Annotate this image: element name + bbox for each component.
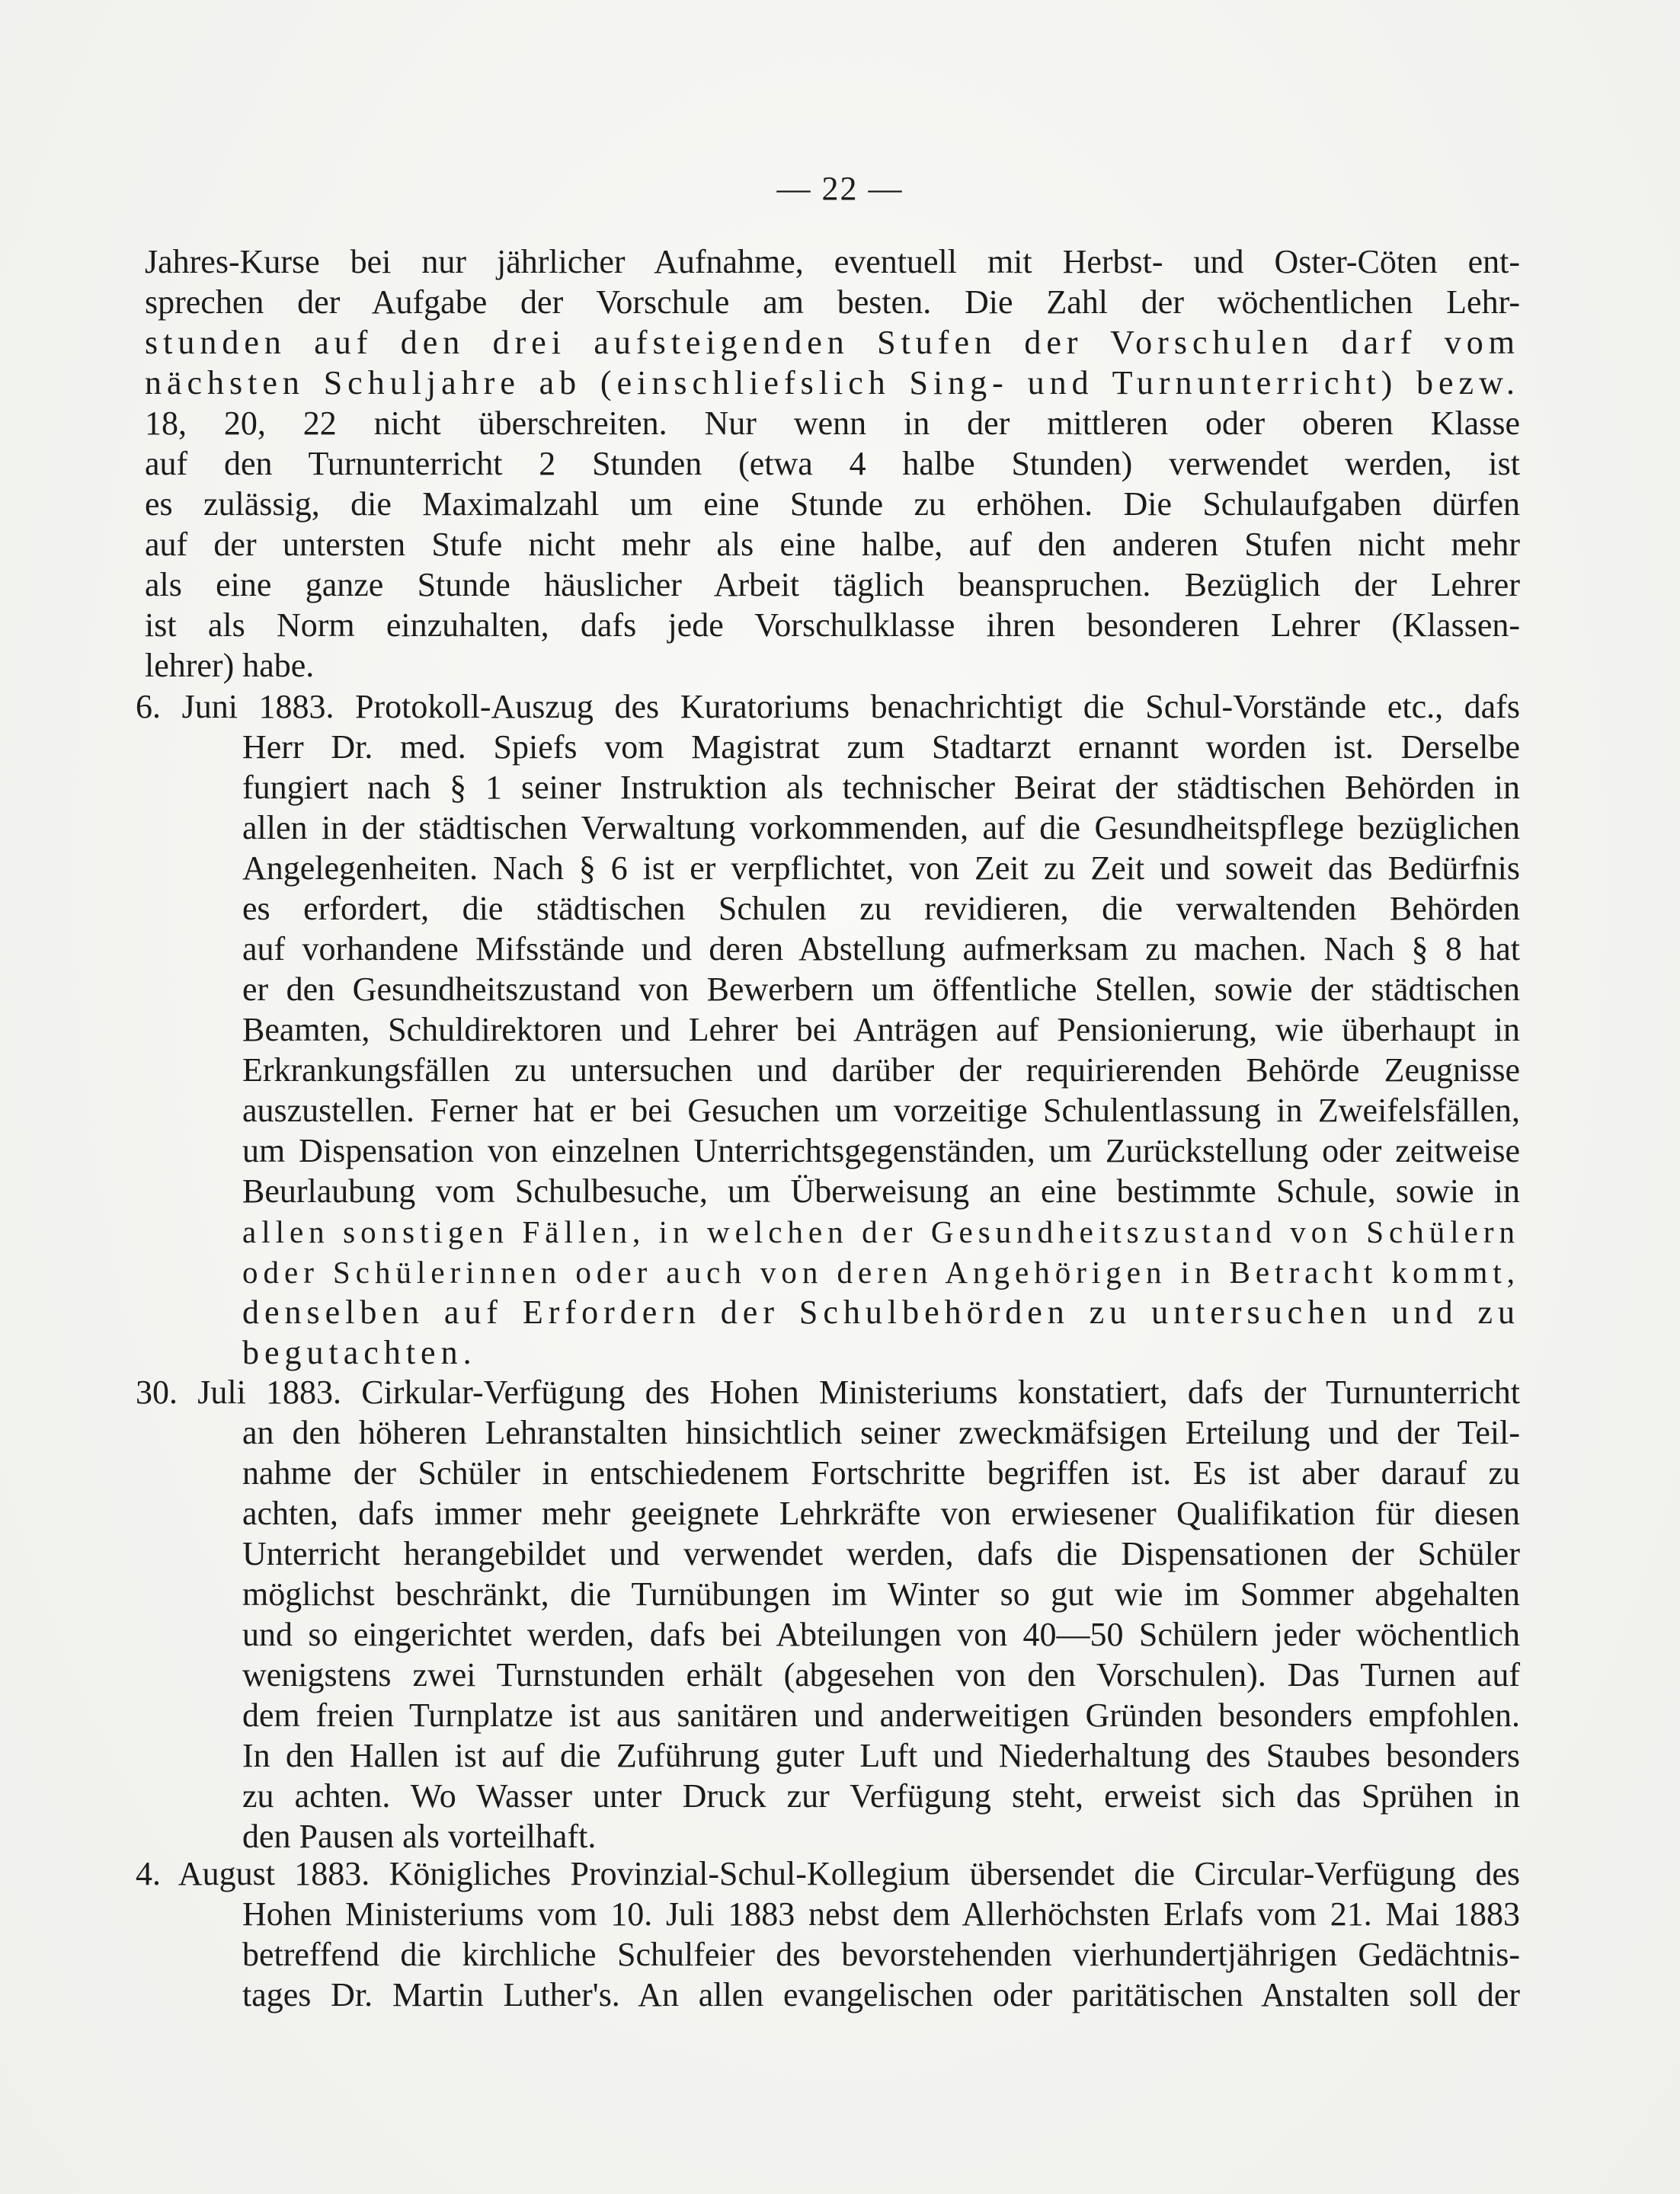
text-line: tages Dr. Martin Luther's. An allen evangelischen oder paritätischen Anstalten soll der [242,1976,1520,2013]
text-line: lehrer) habe. [145,647,315,684]
text-line: Hohen Ministeriums vom 10. Juli 1883 nebst dem Allerhöchsten Erlafs vom 21. Mai 1883 [242,1895,1520,1933]
text-line: 18, 20, 22 nicht überschreiten. Nur wenn in der mittleren oder oberen Klasse [145,405,1520,442]
text-line: Beurlaubung vom Schulbesuche, um Überweisung an eine bestimmte Schule, sowie in [242,1172,1520,1210]
text-line: nächsten Schuljahre ab (einschliefslich Sing- und Turnunterricht) bezw. [145,364,1520,401]
entry-heading-line: 30. Juli 1883. Cirkular-Verfügung des Hohen Ministeriums konstatiert, dafs der Turnunterricht [136,1374,1520,1411]
text-line: den Pausen als vorteilhaft. [242,1818,597,1855]
text-line: ist als Norm einzuhalten, dafs jede Vorschulklasse ihren besonderen Lehrer (Klassen- [145,606,1520,644]
text-line: Jahres-Kurse bei nur jährlicher Aufnahme, eventuell mit Herbst- und Oster-Cöten ent- [145,243,1520,280]
text-line: er den Gesundheitszustand von Bewerbern um öffentliche Stellen, sowie der städtischen [242,971,1520,1008]
entry-heading-line: 6. Juni 1883. Protokoll-Auszug des Kuratoriums benachrichtigt die Schul-Vorstände etc., dafs [136,688,1520,725]
page-number: — 22 — [776,170,904,207]
text-line: als eine ganze Stunde häuslicher Arbeit täglich beanspruchen. Bezüglich der Lehrer [145,566,1520,603]
text-line: In den Hallen ist auf die Zuführung guter Luft und Niederhaltung des Staubes besonders [242,1737,1520,1774]
text-line: Erkrankungsfällen zu untersuchen und darüber der requirierenden Behörde Zeugnisse [242,1051,1520,1089]
text-line: und so eingerichtet werden, dafs bei Abteilungen von 40—50 Schülern jeder wöchentlich [242,1616,1520,1653]
text-line: allen in der städtischen Verwaltung vorkommenden, auf die Gesundheitspflege bezüglichen [242,809,1520,846]
text-line: es zulässig, die Maximalzahl um eine Stunde zu erhöhen. Die Schulaufgaben dürfen [145,485,1520,523]
text-line: auf der untersten Stufe nicht mehr als eine halbe, auf den anderen Stufen nicht mehr [145,526,1520,563]
text-line: wenigstens zwei Turnstunden erhält (abgesehen von den Vorschulen). Das Turnen auf [242,1656,1520,1693]
text-line: begutachten. [242,1334,477,1371]
text-line: stunden auf den drei aufsteigenden Stufen der Vorschulen darf vom [145,324,1520,361]
text-line: Beamten, Schuldirektoren und Lehrer bei Anträgen auf Pensionierung, wie überhaupt in [242,1011,1520,1048]
text-line: zu achten. Wo Wasser unter Druck zur Verfügung steht, erweist sich das Sprühen in [242,1777,1520,1815]
text-line: achten, dafs immer mehr geeignete Lehrkräfte von erwiesener Qualifikation für diesen [242,1495,1520,1532]
text-line: betreffend die kirchliche Schulfeier des bevorstehenden vierhundertjährigen Gedächtnis- [242,1936,1520,1973]
text-line: oder Schülerinnen oder auch von deren Angehörigen in Betracht kommt, [242,1255,1520,1290]
text-line: sprechen der Aufgabe der Vorschule am besten. Die Zahl der wöchentlichen Lehr- [145,283,1520,321]
text-line: um Dispensation von einzelnen Unterrichtsgegenständen, um Zurückstellung oder zeitweise [242,1132,1520,1169]
text-line: denselben auf Erfordern der Schulbehörden zu untersuchen und zu [242,1294,1520,1331]
text-line: auf den Turnunterricht 2 Stunden (etwa 4 halbe Stunden) verwendet werden, ist [145,445,1520,482]
text-line: Herr Dr. med. Spiefs vom Magistrat zum Stadtarzt ernannt worden ist. Derselbe [242,728,1520,766]
text-line: es erfordert, die städtischen Schulen zu revidieren, die verwaltenden Behörden [242,890,1520,927]
text-line: Angelegenheiten. Nach § 6 ist er verpflichtet, von Zeit zu Zeit und soweit das Bedürfnis [242,849,1520,887]
text-line: an den höheren Lehranstalten hinsichtlich seiner zweckmäfsigen Erteilung und der Teil- [242,1414,1520,1451]
text-line: dem freien Turnplatze ist aus sanitären und anderweitigen Gründen besonders empfohlen. [242,1697,1520,1734]
text-line: auszustellen. Ferner hat er bei Gesuchen um vorzeitige Schulentlassung in Zweifelsfällen, [242,1092,1520,1129]
text-line: möglichst beschränkt, die Turnübungen im Winter so gut wie im Sommer abgehalten [242,1575,1520,1613]
text-line: nahme der Schüler in entschiedenem Fortschritte begriffen ist. Es ist aber darauf zu [242,1454,1520,1492]
text-line: auf vorhandene Mifsstände und deren Abstellung aufmerksam zu machen. Nach § 8 hat [242,930,1520,967]
text-line: fungiert nach § 1 seiner Instruktion als technischer Beirat der städtischen Behörden in [242,769,1520,806]
text-line: allen sonstigen Fällen, in welchen der Gesundheitszustand von Schülern [242,1214,1520,1249]
entry-heading-line: 4. August 1883. Königliches Provinzial-Schul-Kollegium übersendet die Circular-Verfügung des [136,1855,1520,1892]
text-line: Unterricht herangebildet und verwendet werden, dafs die Dispensationen der Schüler [242,1535,1520,1572]
